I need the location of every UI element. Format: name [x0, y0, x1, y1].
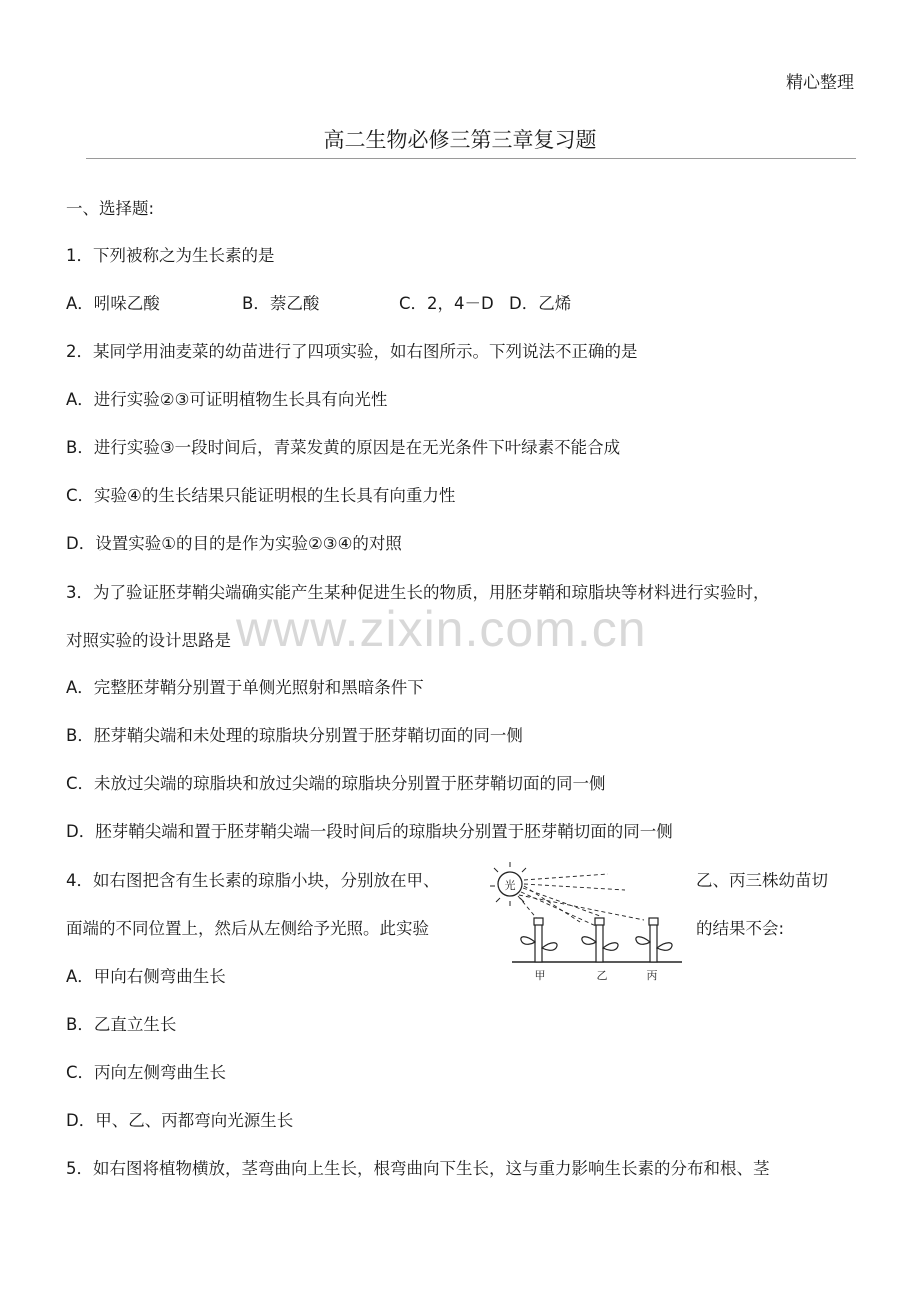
- question-4-line2-left: 面端的不同位置上，然后从左侧给予光照。此实验: [66, 919, 429, 938]
- question-4-option-c: C．丙向左侧弯曲生长: [66, 1063, 227, 1082]
- question-4-option-d: D．甲、乙、丙都弯向光源生长: [66, 1111, 294, 1130]
- question-3-stem-line1: 3．为了验证胚芽鞘尖端确实能产生某种促进生长的物质，用胚芽鞘和琼脂块等材料进行实验时，: [66, 583, 770, 602]
- seedling-bing: [636, 918, 672, 962]
- question-3-stem-line2: 对照实验的设计思路是: [66, 631, 231, 650]
- question-1-option-a: A．吲哚乙酸: [66, 294, 160, 313]
- phototropism-figure: [490, 862, 690, 987]
- plant-label-yi: 乙: [596, 969, 608, 982]
- title-divider: [86, 158, 856, 159]
- question-2-option-b: B．进行实验③一段时间后，青菜发黄的原因是在无光条件下叶绿素不能合成: [66, 438, 621, 457]
- question-3-option-a: A．完整胚芽鞘分别置于单侧光照射和黑暗条件下: [66, 678, 424, 697]
- question-2-option-a: A．进行实验②③可证明植物生长具有向光性: [66, 390, 388, 409]
- header-tag: 精心整理: [786, 73, 854, 93]
- seedling-yi: [582, 918, 618, 962]
- question-4-line1-right: 乙、丙三株幼苗切: [696, 871, 828, 890]
- question-3-option-c: C．未放过尖端的琼脂块和放过尖端的琼脂块分别置于胚芽鞘切面的同一侧: [66, 774, 606, 793]
- question-1-options: [66, 293, 571, 315]
- question-1-option-d: D．乙烯: [509, 294, 572, 313]
- question-4-line1-left: 4．如右图把含有生长素的琼脂小块，分别放在甲、: [66, 871, 440, 890]
- question-1-option-b: B．萘乙酸: [242, 294, 320, 313]
- phototropism-diagram: [490, 862, 690, 987]
- question-5-stem: 5．如右图将植物横放，茎弯曲向上生长，根弯曲向下生长，这与重力影响生长素的分布和根、茎: [66, 1159, 770, 1178]
- light-label: 光: [504, 879, 516, 892]
- question-3-option-b: B．胚芽鞘尖端和未处理的琼脂块分别置于胚芽鞘切面的同一侧: [66, 726, 523, 745]
- page-title: 高二生物必修三第三章复习题: [323, 128, 597, 152]
- question-4-line2-right: 的结果不会:: [696, 919, 785, 938]
- plant-label-bing: 丙: [646, 969, 658, 982]
- plant-label-jia: 甲: [534, 969, 546, 982]
- question-2-option-c: C．实验④的生长结果只能证明根的生长具有向重力性: [66, 486, 456, 505]
- question-2-stem: 2．某同学用油麦菜的幼苗进行了四项实验，如右图所示。下列说法不正确的是: [66, 342, 638, 361]
- question-1-option-c: C．2，4－D: [399, 294, 494, 313]
- question-2-option-d: D．设置实验①的目的是作为实验②③④的对照: [66, 534, 402, 553]
- question-4-option-b: B．乙直立生长: [66, 1015, 177, 1034]
- watermark: www.zixin.com.cn: [236, 601, 647, 657]
- question-1-stem: 1．下列被称之为生长素的是: [66, 246, 275, 265]
- section-heading: 一、选择题:: [66, 199, 155, 218]
- question-3-option-d: D．胚芽鞘尖端和置于胚芽鞘尖端一段时间后的琼脂块分别置于胚芽鞘切面的同一侧: [66, 822, 673, 841]
- question-4-option-a: A．甲向右侧弯曲生长: [66, 967, 226, 986]
- seedling-jia: [521, 918, 557, 962]
